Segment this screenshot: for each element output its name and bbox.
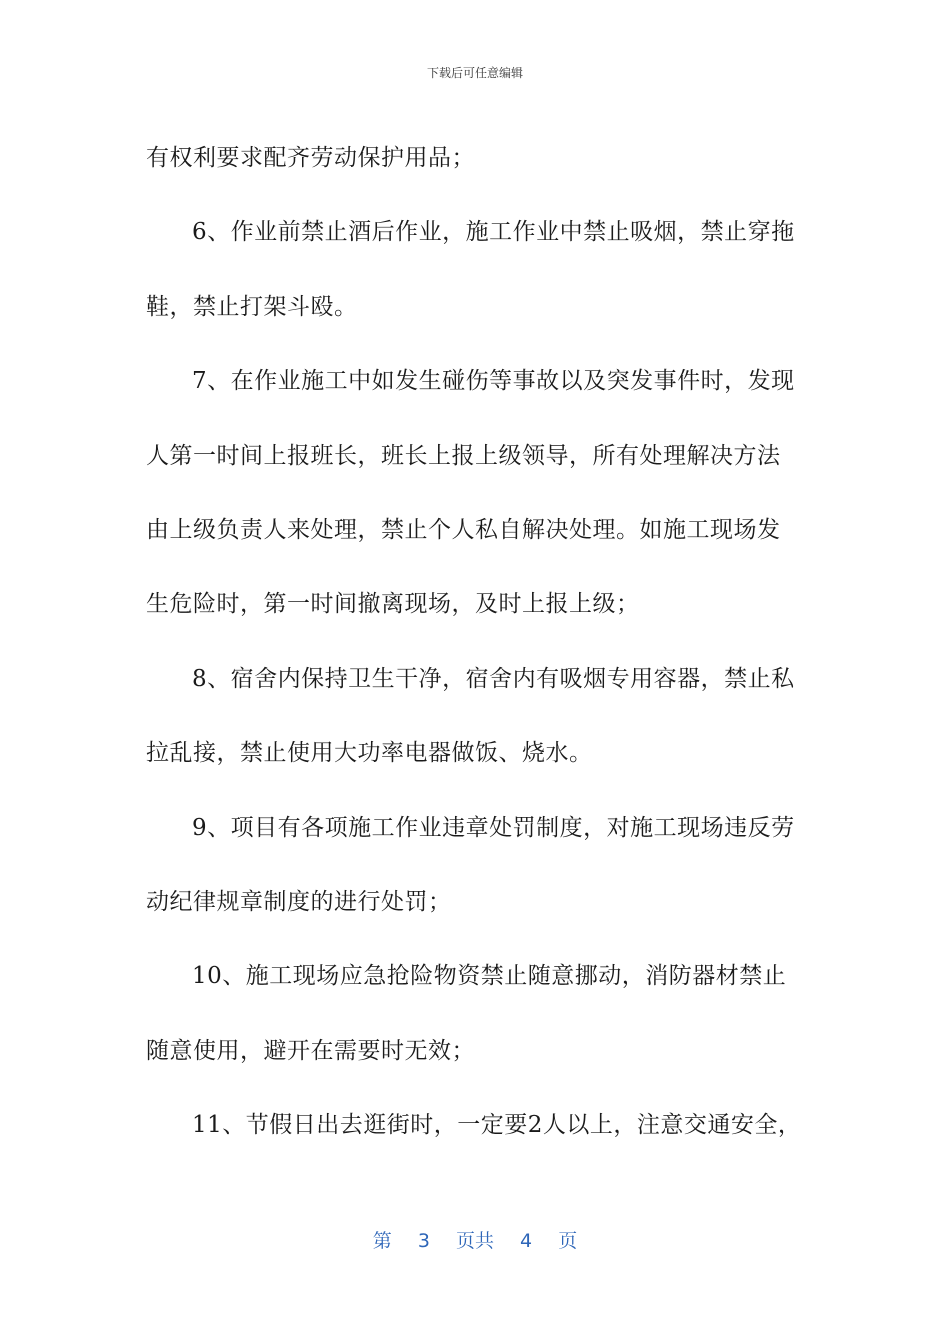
text-line-11: 动纪律规章制度的进行处罚； — [146, 888, 452, 915]
text-line-6: 由上级负责人来处理，禁止个人私自解决处理。如施工现场发 — [146, 516, 781, 543]
text-line-4: 7、在作业施工中如发生碰伤等事故以及突发事件时，发现 — [192, 368, 795, 395]
text-line-14: 11、节假日出去逛街时，一定要2人以上，注意交通安全， — [192, 1112, 802, 1139]
page-header: 下载后可任意编辑 — [426, 66, 523, 80]
text-line-5: 人第一时间上报班长，班长上报上级领导，所有处理解决方法 — [146, 442, 781, 469]
text-line-13: 随意使用，避开在需要时无效； — [146, 1037, 475, 1064]
text-line-2: 6、作业前禁止酒后作业，施工作业中禁止吸烟，禁止穿拖 — [192, 219, 795, 246]
footer-total-pages: 4 — [520, 1230, 533, 1252]
text-line-12: 10、施工现场应急抢险物资禁止随意挪动，消防器材禁止 — [192, 963, 787, 990]
footer-label-page: 第 — [372, 1230, 392, 1252]
document-body — [146, 121, 806, 1162]
text-line-9: 拉乱接，禁止使用大功率电器做饭、烧水。 — [146, 740, 593, 767]
text-line-7: 生危险时，第一时间撤离现场，及时上报上级； — [146, 591, 640, 618]
text-line-1: 有权利要求配齐劳动保护用品； — [146, 145, 475, 171]
footer-label-end: 页 — [558, 1230, 578, 1252]
text-line-10: 9、项目有各项施工作业违章处罚制度，对施工现场违反劳 — [192, 814, 795, 841]
text-line-8: 8、宿舍内保持卫生干净，宿舍内有吸烟专用容器，禁止私 — [192, 665, 795, 692]
footer-label-of: 页共 — [455, 1230, 494, 1252]
text-line-3: 鞋，禁止打架斗殴。 — [146, 293, 358, 320]
page-footer — [0, 1226, 950, 1253]
footer-current-page: 3 — [417, 1230, 430, 1252]
